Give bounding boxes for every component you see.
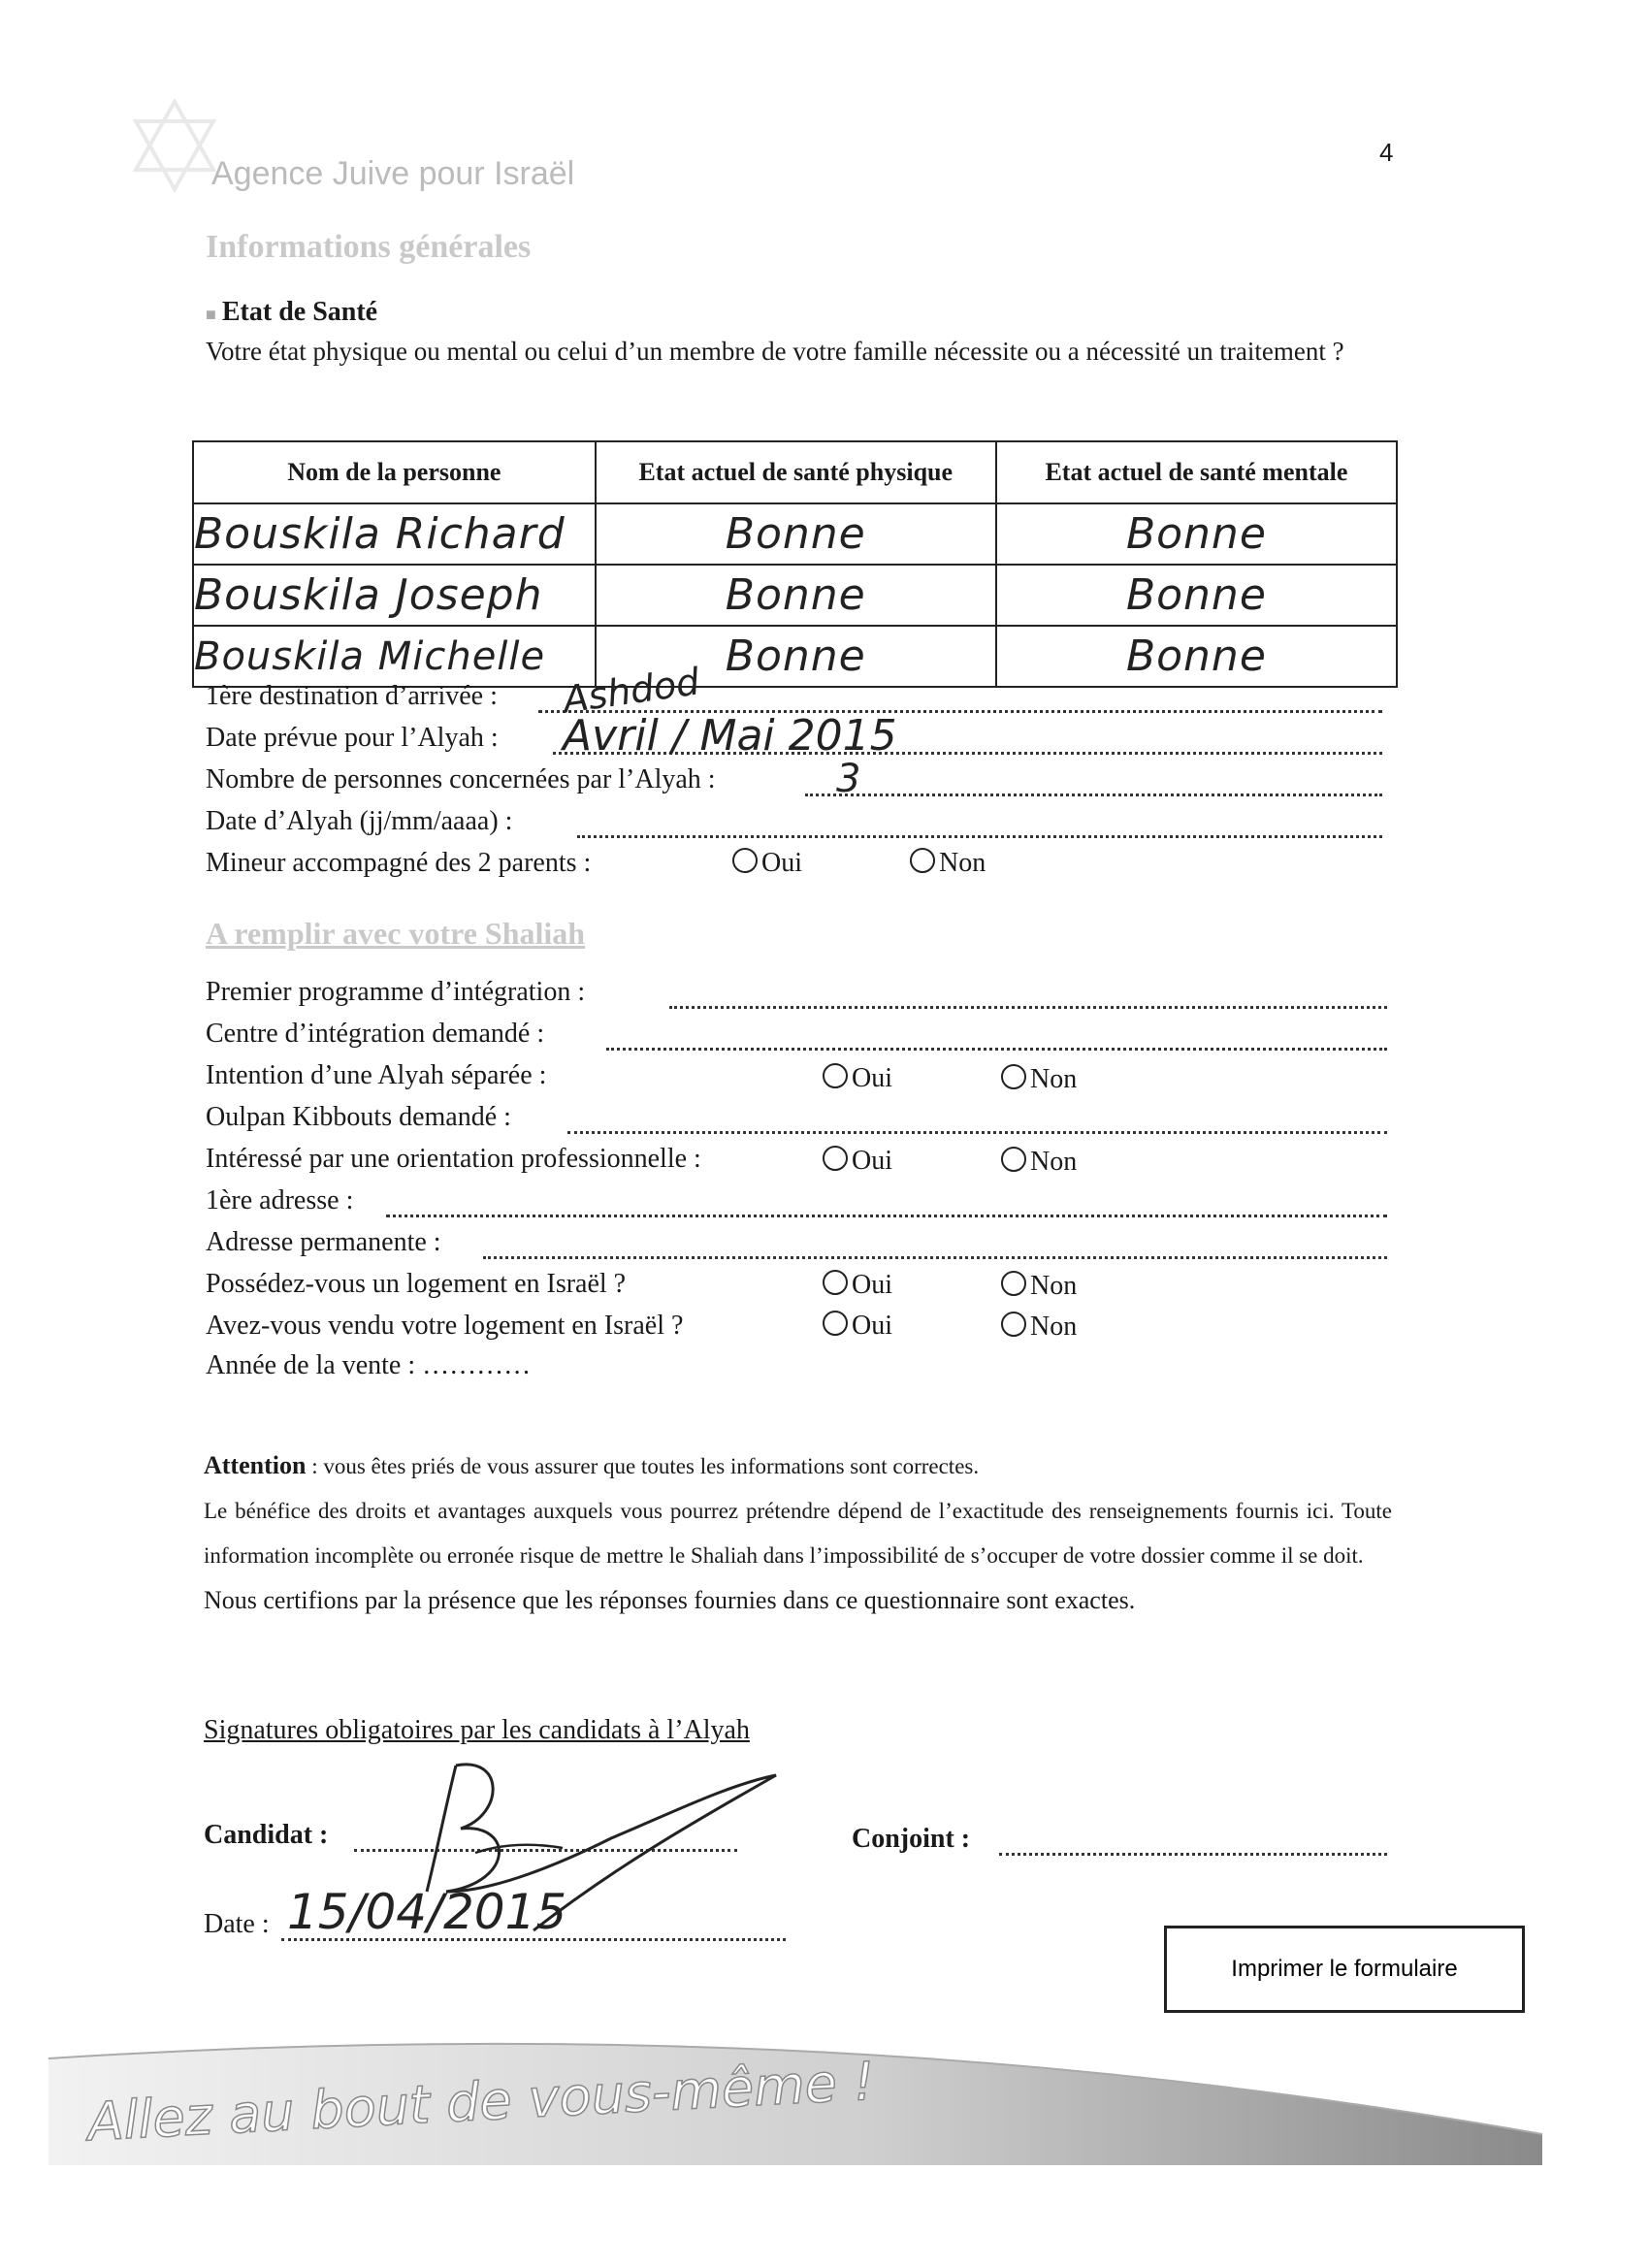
center-label: Centre d’intégration demandé : [206,1019,545,1049]
health-question: Votre état physique ou mental ou celui d’un membre de votre famille nécessite ou a nécessité un traitement ? [206,337,1344,366]
orientation-label: Intéressé par une orientation professionnelle : [206,1144,701,1174]
program-label: Premier programme d’intégration : [206,977,586,1007]
person-name: Bouskila Richard [194,508,566,559]
sale-year-label: Année de la vente : ………… [206,1350,532,1380]
program-field[interactable] [669,1006,1387,1009]
alyah-date-field[interactable] [577,835,1382,838]
mental-health: Bonne [1125,508,1267,559]
spouse-signature-field[interactable] [999,1853,1387,1856]
separate-yes-option[interactable]: Oui [823,1063,892,1094]
oulpan-label: Oulpan Kibbouts demandé : [206,1102,511,1132]
radio-circle-icon[interactable] [823,1311,848,1336]
radio-circle-icon[interactable] [823,1063,848,1088]
sold-housing-no-option[interactable]: Non [1001,1312,1077,1343]
signature-date-value: 15/04/2015 [287,1884,567,1940]
sold-housing-yes-option[interactable]: Oui [823,1311,892,1342]
page-number: 4 [1379,138,1394,167]
certification-text: Nous certifions par la présence que les réponses fournies dans ce questionnaire sont exactes. [204,1586,1136,1614]
alyah-date-label: Date d’Alyah (jj/mm/aaaa) : [206,806,513,836]
candidate-label: Candidat : [204,1820,329,1850]
minor-no-option[interactable]: Non [910,848,986,879]
section-heading: Informations générales [206,229,532,265]
persons-value: 3 [836,757,861,801]
minor-label: Mineur accompagné des 2 parents : [206,848,592,878]
physical-health: Bonne [725,508,866,559]
person-name: Bouskila Joseph [194,569,543,620]
destination-label: 1ère destination d’arrivée : [206,681,498,711]
radio-circle-icon[interactable] [1001,1271,1026,1296]
orientation-no-option[interactable]: Non [1001,1147,1077,1178]
destination-value: Ashdod [560,660,702,722]
table-row [193,565,1397,626]
person-name: Bouskila Michelle [194,633,546,679]
separate-label: Intention d’une Alyah séparée : [206,1060,547,1090]
signatures-title: Signatures obligatoires par les candidats à l’Alyah [204,1715,750,1745]
health-title: ■ Etat de Santé [206,297,378,327]
attention-label: Attention [204,1451,307,1479]
radio-circle-icon[interactable] [1001,1064,1026,1089]
date-label: Date : [204,1909,270,1939]
attention-paragraph: Le bénéfice des droits et avantages auxquels vous pourrez prétendre dépend de l’exactitude des renseignements fournis ici. Toute information incomplète ou erronée risque de mettre le Shaliah dans l’impossibilité de s’occuper de votre dossier comme il se doit. [204,1499,1392,1568]
radio-circle-icon[interactable] [1001,1147,1026,1172]
planned-date-label: Date prévue pour l’Alyah : [206,723,499,753]
first-address-label: 1ère adresse : [206,1185,354,1215]
mental-health: Bonne [1125,631,1267,681]
separate-no-option[interactable]: Non [1001,1064,1077,1095]
oulpan-field[interactable] [567,1131,1387,1134]
column-header: Nom de la personne [193,441,596,503]
table-row [193,626,1397,687]
own-housing-yes-option[interactable]: Oui [823,1270,892,1301]
column-header: Etat actuel de santé mentale [996,441,1397,503]
shaliah-heading: A remplir avec votre Shaliah [206,916,586,951]
persons-label: Nombre de personnes concernées par l’Alyah : [206,764,716,794]
spouse-label: Conjoint : [852,1824,971,1854]
sold-housing-label: Avez-vous vendu votre logement en Israël ? [206,1311,684,1341]
table-row [193,503,1397,565]
slogan: Allez au bout de vous-même ! [85,2050,877,2154]
own-housing-no-option[interactable]: Non [1001,1271,1077,1302]
radio-circle-icon[interactable] [823,1270,848,1295]
orientation-yes-option[interactable]: Oui [823,1146,892,1177]
radio-circle-icon[interactable] [823,1146,848,1171]
own-housing-label: Possédez-vous un logement en Israël ? [206,1269,627,1299]
print-form-button[interactable]: Imprimer le formulaire [1164,1926,1525,2013]
health-table [192,440,1398,688]
radio-circle-icon[interactable] [732,848,758,873]
logo-text: Agence Juive pour Israël [211,155,575,192]
column-header: Etat actuel de santé physique [596,441,996,503]
radio-circle-icon[interactable] [1001,1312,1026,1337]
attention-notice: Attention : vous êtes priés de vous assurer que toutes les informations sont correctes. Le bénéfice des droits et avantages auxquels vous pourrez prétendre dépend de l’exactitude des renseignements fournis ici. Toute information incomplète ou erronée risque de mettre le Shaliah dans l’impossibilité de s’occuper de votre dossier comme il se doit. Nous certifions par la présence que les réponses fournies dans ce questionnaire sont exactes. [204,1443,1392,1623]
permanent-address-label: Adresse permanente : [206,1227,441,1257]
table-header-row [193,441,1397,503]
mental-health: Bonne [1125,569,1267,620]
physical-health: Bonne [725,569,866,620]
minor-yes-option[interactable]: Oui [732,848,802,879]
persons-field[interactable] [805,794,1382,796]
physical-health: Bonne [725,631,866,681]
planned-date-value: Avril / Mai 2015 [563,711,897,761]
center-field[interactable] [606,1048,1387,1051]
first-address-field[interactable] [386,1215,1387,1217]
radio-circle-icon[interactable] [910,848,935,873]
permanent-address-field[interactable] [483,1256,1387,1259]
